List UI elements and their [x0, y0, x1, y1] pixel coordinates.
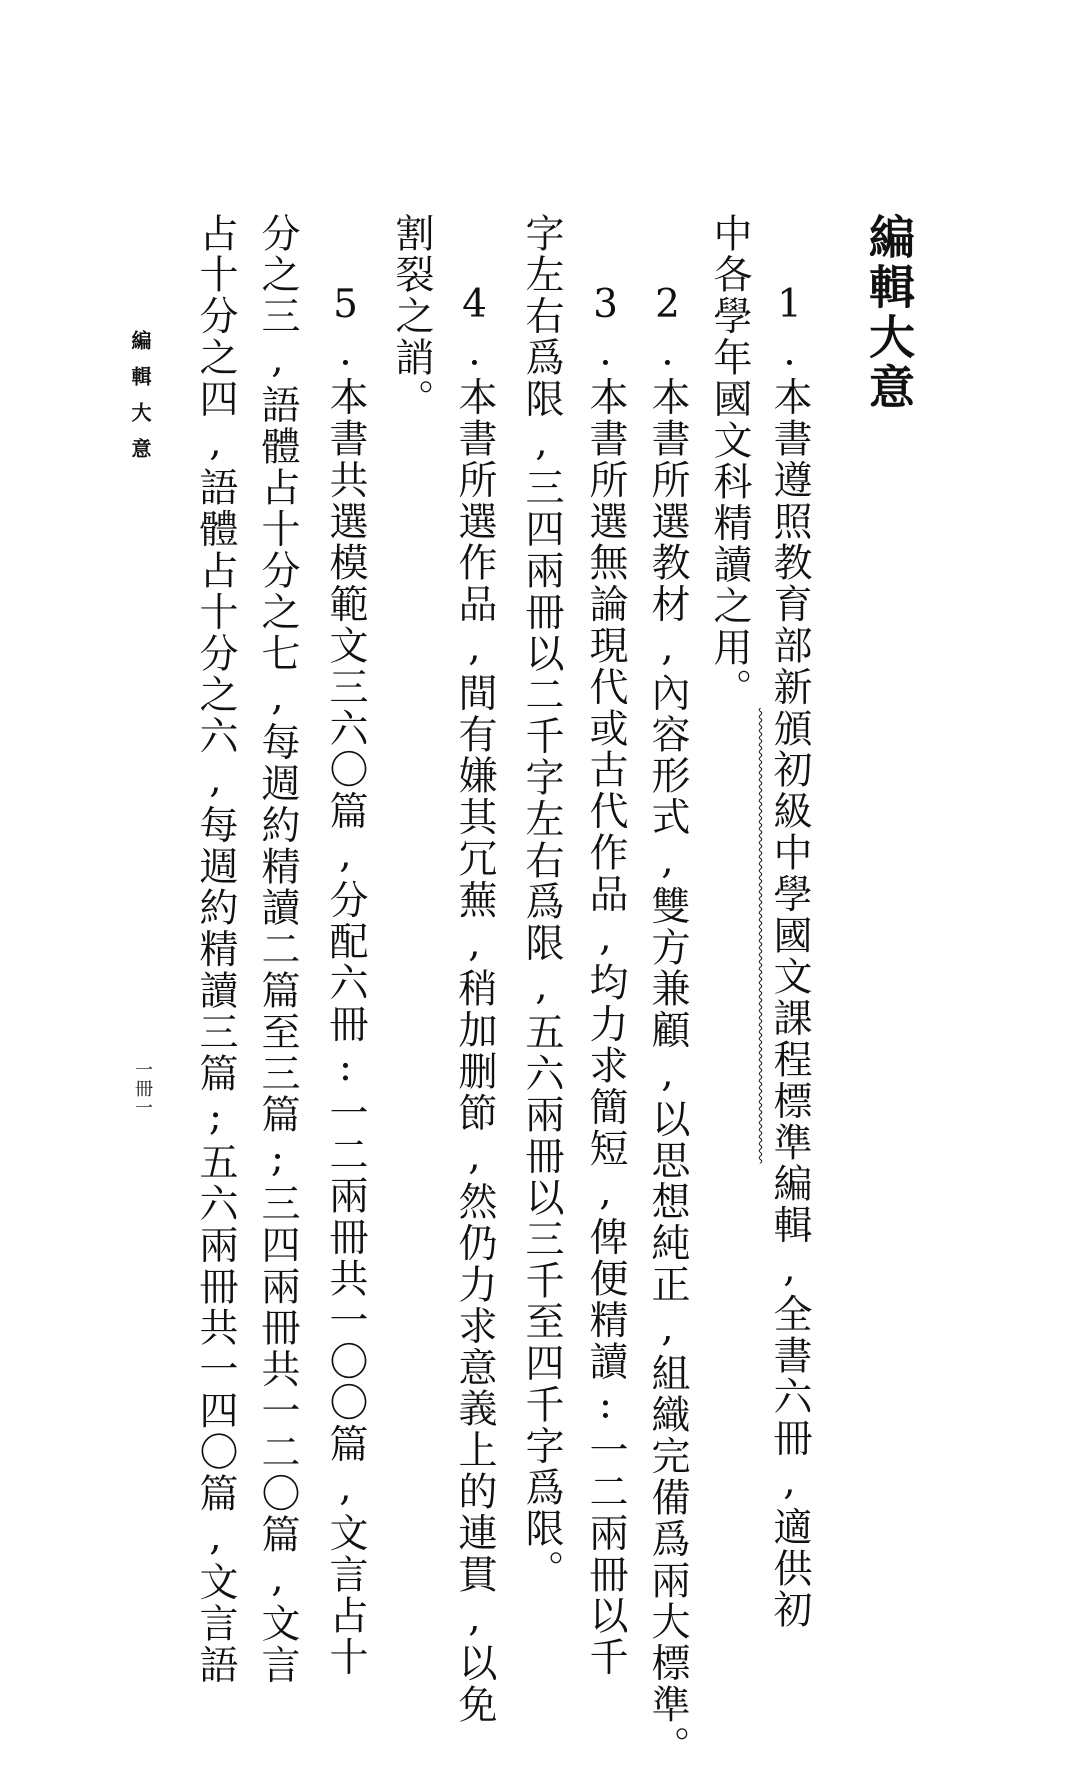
text-column-7: 割裂之誚。 [389, 213, 434, 420]
text-column-9: 分之三,語體占十分之七,每週約精讀二篇至三篇;三四兩冊共一二〇篇,文言 [255, 213, 300, 1686]
text-column-2: 中各學年國文科精讀之用。 [707, 213, 752, 710]
running-header: 編輯大意 [128, 330, 152, 474]
course-standard-title: 頒初級中學國文課程標準 [767, 708, 812, 1164]
text-column-4: 3.本書所選無論現代或古代作品,均力求簡短,俾便精讀:一二兩冊以千 [583, 282, 628, 1679]
item-1-tail: 編輯,全書六冊,適供初 [767, 1163, 812, 1631]
text-column-10: 占十分之四,語體占十分之六,每週約精讀三篇;五六兩冊共一四〇篇,文言語 [193, 213, 238, 1686]
page-title: 編輯大意 [862, 213, 916, 413]
text-column-6: 4.本書所選作品,間有嫌其冗蕪,稍加删節,然仍力求意義上的連貫,以免 [452, 282, 497, 1726]
text-column-8: 5.本書共選模範文三六〇篇,分配六冊:一二兩冊共一〇〇篇,文言占十 [323, 282, 368, 1679]
text-column-5: 字左右爲限,三四兩冊以二千字左右爲限,五六兩冊以三千至四千字爲限。 [519, 213, 564, 1592]
page-folio: 一冊一 [132, 1060, 153, 1117]
text-column-3: 2.本書所選教材,內容形式,雙方兼顧,以思想純正,組織完備爲兩大標準。 [645, 282, 690, 1767]
item-1-lead: 1.本書遵照教育部新 [767, 282, 812, 708]
text-column-1 [767, 282, 812, 1631]
